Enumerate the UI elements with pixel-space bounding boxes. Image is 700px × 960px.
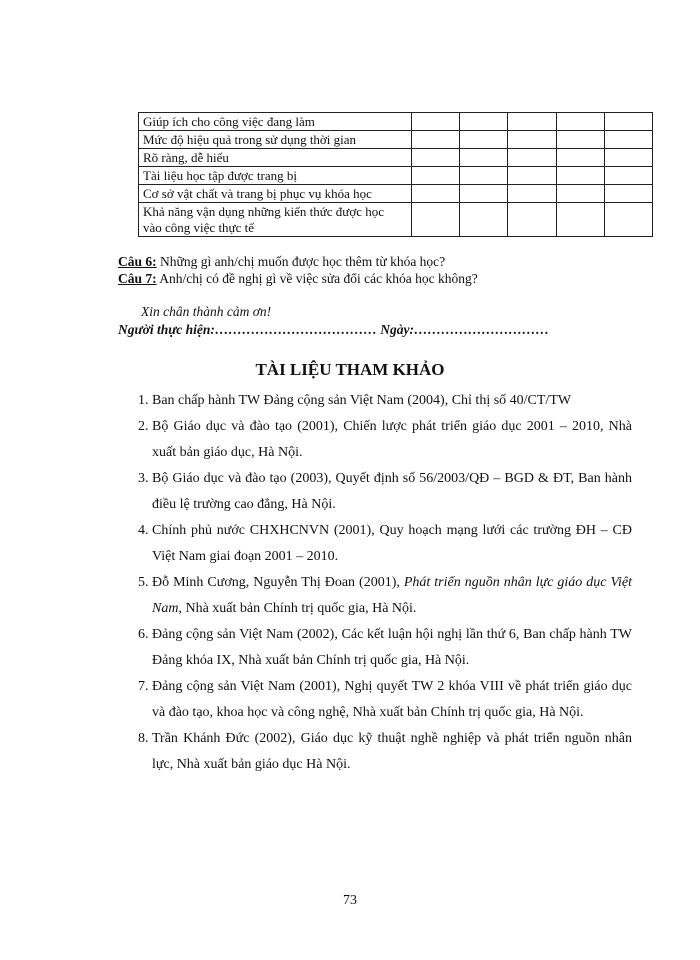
reference-item	[138, 414, 632, 466]
reference-number: 5.	[138, 575, 149, 590]
reference-text-pre: Đỗ Minh Cương, Nguyễn Thị Đoan (2001),	[152, 575, 404, 590]
rating-cell	[556, 149, 604, 167]
rating-cell	[508, 167, 556, 185]
reference-text-post: , Nhà xuất bản Chính trị quốc gia, Hà Nội.	[178, 601, 417, 616]
reference-number: 6.	[138, 627, 149, 642]
reference-item	[138, 518, 632, 570]
table-row	[139, 185, 653, 203]
criterion-cell: Mức độ hiệu quả trong sử dụng thời gian	[139, 131, 412, 149]
reference-number: 8.	[138, 731, 149, 746]
reference-text: Bộ Giáo dục và đào tạo (2003), Quyết định số 56/2003/QĐ – BGD & ĐT, Ban hành điều lệ trường cao đẳng, Hà Nội.	[152, 471, 632, 512]
thanks-note: Xin chân thành cảm ơn!	[141, 304, 272, 319]
rating-cell	[411, 113, 459, 131]
question-label: Câu 7:	[118, 271, 157, 286]
reference-item	[138, 674, 632, 726]
criterion-line: vào công việc thực tế	[143, 219, 255, 235]
table-row	[139, 203, 653, 237]
rating-cell	[460, 149, 508, 167]
rating-cell	[411, 149, 459, 167]
criterion-line: Khả năng vận dụng những kiến thức được học	[143, 203, 385, 219]
reference-item	[138, 466, 632, 518]
rating-cell	[508, 185, 556, 203]
performer-signature-line: Người thực hiện:……………………………… Ngày:…………………………	[118, 322, 550, 337]
rating-cell	[604, 113, 652, 131]
evaluation-table	[138, 112, 653, 237]
rating-cell	[604, 149, 652, 167]
rating-cell	[460, 185, 508, 203]
question-text: Những gì anh/chị muốn được học thêm từ khóa học?	[156, 254, 446, 269]
rating-cell	[460, 113, 508, 131]
rating-cell	[556, 185, 604, 203]
rating-cell	[604, 203, 652, 237]
criterion-cell: Tài liệu học tập được trang bị	[139, 167, 412, 185]
reference-number: 7.	[138, 679, 149, 694]
page-number: 73	[343, 893, 357, 908]
rating-cell	[508, 203, 556, 237]
criterion-cell: Rõ ràng, dễ hiểu	[139, 149, 412, 167]
rating-cell	[556, 203, 604, 237]
rating-cell	[556, 167, 604, 185]
rating-cell	[411, 167, 459, 185]
rating-cell	[411, 185, 459, 203]
reference-text: Đảng cộng sản Việt Nam (2002), Các kết luận hội nghị lần thứ 6, Ban chấp hành TW Đảng khóa IX, Nhà xuất bản Chính trị quốc gia, Hà Nội.	[152, 627, 632, 668]
question-label: Câu 6:	[118, 254, 157, 269]
question-6	[118, 254, 445, 270]
rating-cell	[508, 149, 556, 167]
reference-item	[138, 388, 632, 414]
table-row	[139, 149, 653, 167]
reference-text: Chính phủ nước CHXHCNVN (2001), Quy hoạch mạng lưới các trường ĐH – CĐ Việt Nam giai đoạn 2001 – 2010.	[152, 523, 632, 564]
rating-cell	[556, 113, 604, 131]
rating-cell	[508, 113, 556, 131]
rating-cell	[604, 167, 652, 185]
reference-text: Đảng cộng sản Việt Nam (2001), Nghị quyết TW 2 khóa VIII về phát triển giáo dục và đào tạo, khoa học và công nghệ, Nhà xuất bản Chính trị quốc gia, Hà Nội.	[152, 679, 632, 720]
criterion-cell: Cơ sở vật chất và trang bị phục vụ khóa học	[139, 185, 412, 203]
reference-text: Trần Khánh Đức (2002), Giáo dục kỹ thuật nghề nghiệp và phát triển nguồn nhân lực, Nhà xuất bản giáo dục Hà Nội.	[152, 731, 632, 772]
reference-number: 3.	[138, 471, 149, 486]
question-7	[118, 271, 478, 287]
reference-number: 1.	[138, 393, 149, 408]
question-text: Anh/chị có đề nghị gì về việc sửa đổi các khóa học không?	[156, 271, 478, 286]
criterion-cell	[139, 203, 412, 237]
rating-cell	[460, 203, 508, 237]
reference-book-title: Phát triển nguồn nhân lực giáo dục Việt Nam	[152, 575, 632, 616]
rating-cell	[604, 131, 652, 149]
rating-cell	[556, 131, 604, 149]
rating-cell	[411, 131, 459, 149]
criterion-cell: Giúp ích cho công việc đang làm	[139, 113, 412, 131]
table-row	[139, 113, 653, 131]
rating-cell	[460, 131, 508, 149]
table-row	[139, 167, 653, 185]
table-row	[139, 131, 653, 149]
reference-number: 2.	[138, 419, 149, 434]
reference-item	[138, 726, 632, 778]
rating-cell	[460, 167, 508, 185]
reference-item	[138, 622, 632, 674]
reference-text: Ban chấp hành TW Đảng cộng sản Việt Nam (2004), Chỉ thị số 40/CT/TW	[152, 393, 572, 408]
reference-number: 4.	[138, 523, 149, 538]
rating-cell	[411, 203, 459, 237]
reference-item	[138, 570, 632, 622]
references-list	[138, 388, 632, 778]
reference-text: Bộ Giáo dục và đào tạo (2001), Chiến lược phát triển giáo dục 2001 – 2010, Nhà xuất bản giáo dục, Hà Nội.	[152, 419, 632, 460]
references-title: TÀI LIỆU THAM KHẢO	[255, 360, 445, 379]
rating-cell	[604, 185, 652, 203]
rating-cell	[508, 131, 556, 149]
